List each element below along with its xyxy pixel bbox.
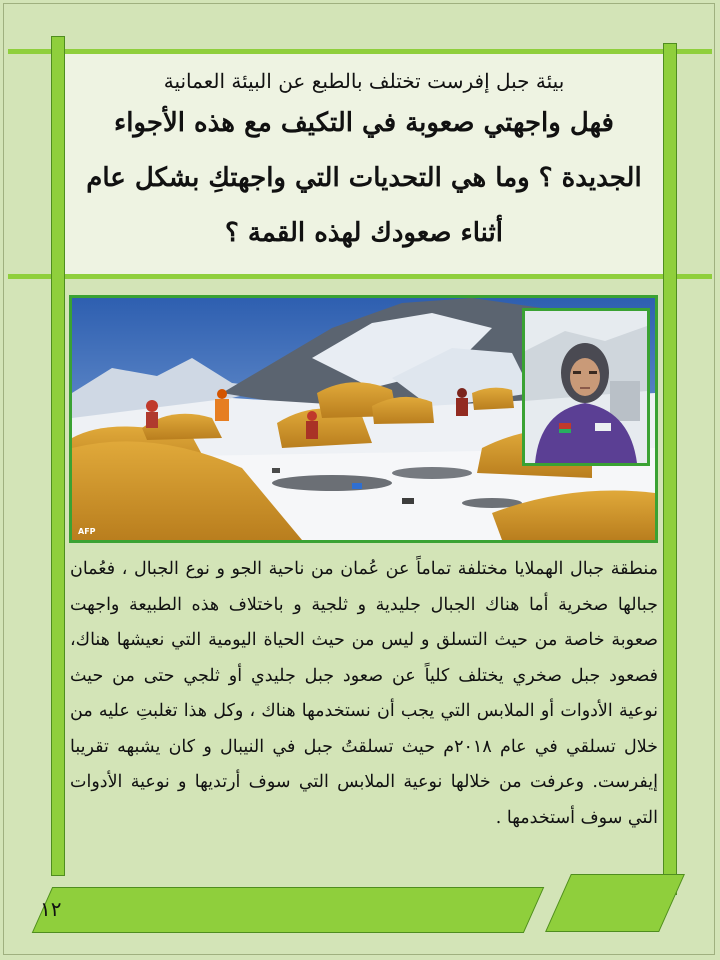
title-panel bbox=[65, 54, 663, 274]
everest-camp-photo bbox=[69, 295, 658, 543]
left-decorative-bar bbox=[51, 36, 65, 876]
interview-subtitle: بيئة جبل إفرست تختلف بالطبع عن البيئة العمانية bbox=[163, 69, 565, 93]
top-divider bbox=[8, 49, 712, 54]
interview-answer: منطقة جبال الهملايا مختلفة تماماً عن عُمان من ناحية الجو و نوع الجبال ، فعُمان جبالها صخرية أما هناك الجبال جليدية و ثلجية و باختلاف هذه الطبيعة واجهت صعوبة خاصة من حيث التسلق و ليس من حيث الحياة اليومية التي نعيشها هناك، فصعود جبل صخري يختلف كلياً عن صعود جبل جليدي أو ثلجي حتى من حيث نوعية الأدوات أو الملابس التي يجب أن نستخدمها هناك ، وكل هذا تغلبتِ عليه من خلال تسلقي في عام ٢٠١٨م حيث تسلقتُ جبل في النيبال و كان يشبهه تقريبا إيفرست. وعرفت من خلالها نوعية الملابس التي سوف أرتديها و نوعية الأدوات التي سوف أستخدمها . bbox=[70, 559, 658, 828]
page-number: ١٢ bbox=[40, 897, 62, 921]
climber-portrait-illustration bbox=[525, 311, 647, 463]
middle-divider bbox=[8, 274, 712, 279]
photo-credit: AFP bbox=[78, 527, 96, 536]
footer-bar-left bbox=[32, 887, 544, 933]
climber-portrait bbox=[522, 308, 650, 466]
right-decorative-bar bbox=[663, 43, 677, 895]
interview-question: فهل واجهتي صعوبة في التكيف مع هذه الأجواء الجديدة ؟ وما هي التحديات التي واجهتكِ بشكل عام أثناء صعودك لهذه القمة ؟ bbox=[86, 108, 642, 248]
